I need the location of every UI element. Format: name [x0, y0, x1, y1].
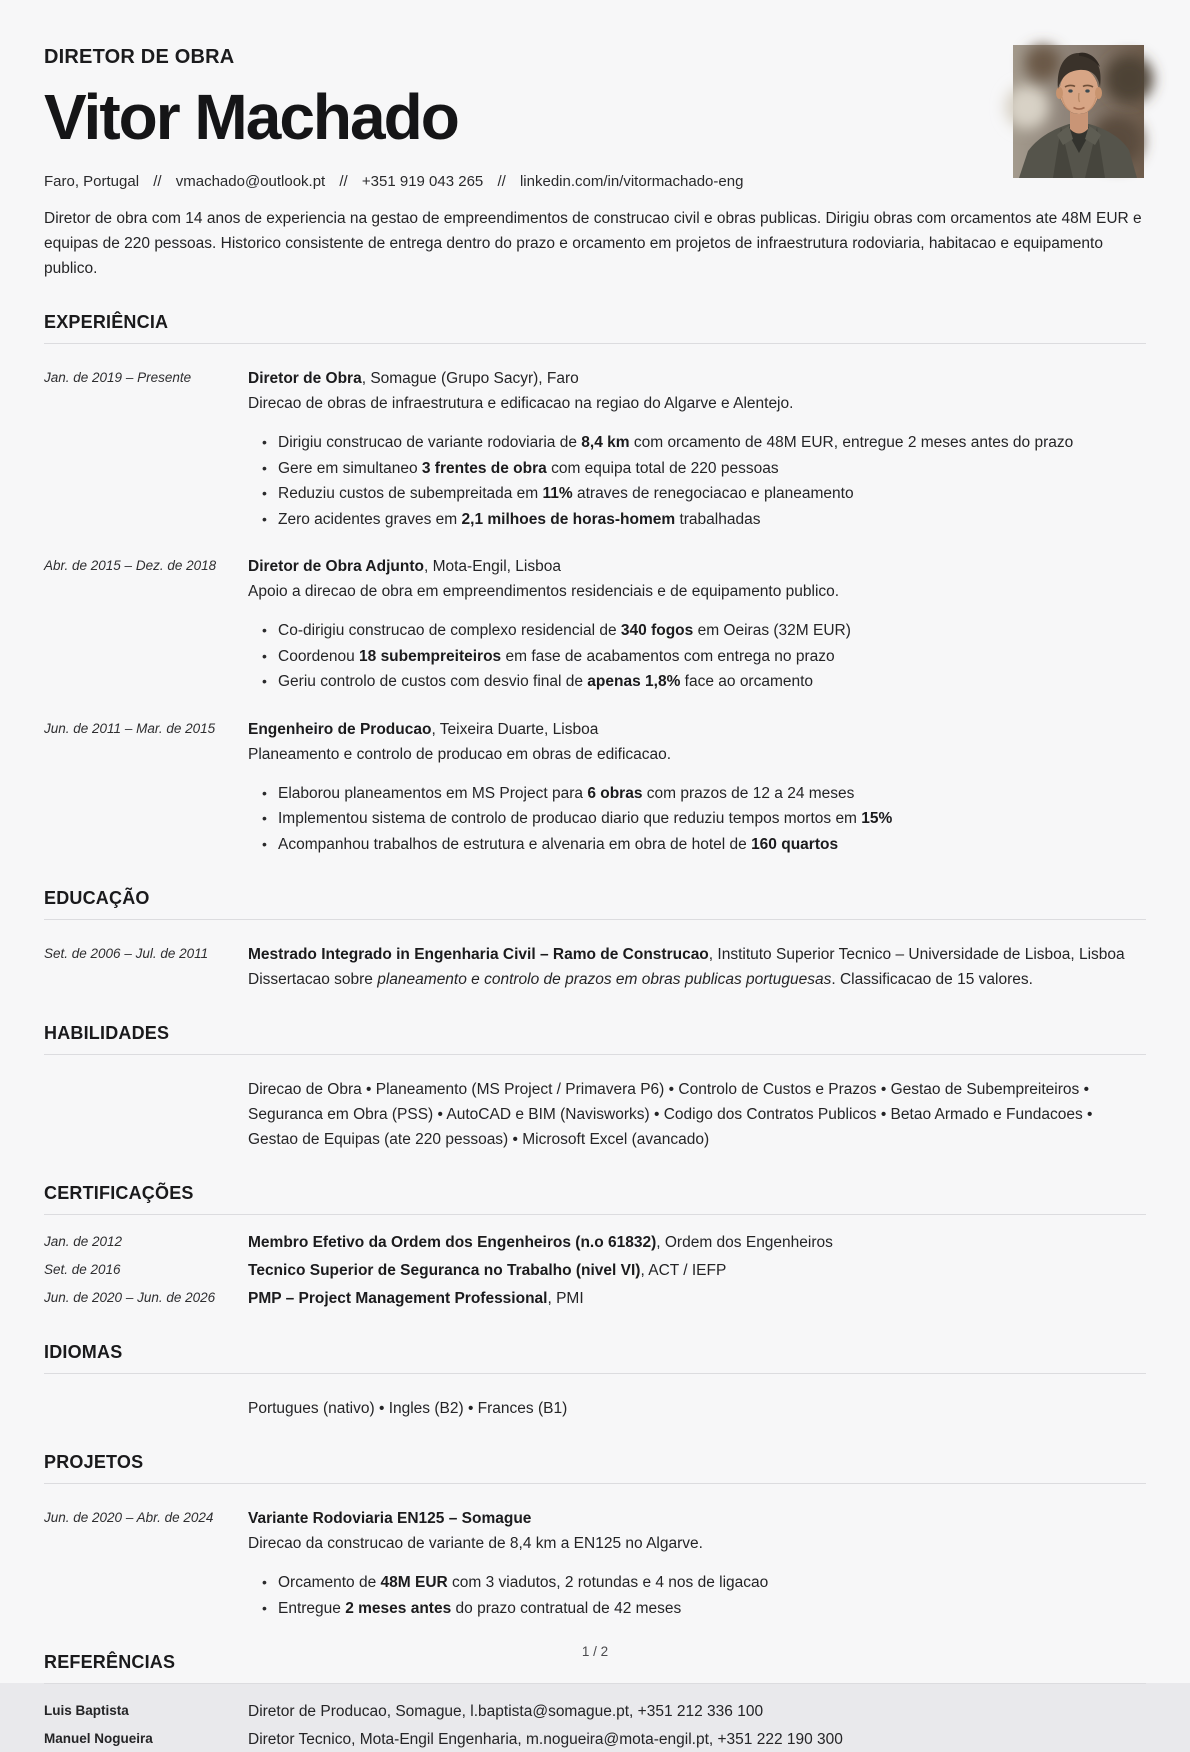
- role-label: DIRETOR DE OBRA: [44, 46, 235, 68]
- project-subtitle: Direcao da construcao de variante de 8,4 km a EN125 no Algarve.: [248, 1535, 703, 1552]
- languages-entry: [44, 1396, 1146, 1421]
- certification-issuer: , Ordem dos Engenheiros: [656, 1234, 833, 1251]
- skills-entry: [44, 1077, 1146, 1152]
- section-title-certifications: CERTIFICAÇÕES: [44, 1183, 194, 1203]
- certification-name: PMP – Project Management Professional: [248, 1290, 548, 1307]
- bullet-item: • Co-dirigiu construcao de complexo residencial de 340 fogos em Oeiras (32M EUR): [262, 618, 1146, 644]
- reference-name: Manuel Nogueira: [44, 1731, 153, 1746]
- contact-email[interactable]: vmachado@outlook.pt: [175, 173, 326, 190]
- section-divider: [44, 1483, 1146, 1484]
- section-title-languages: IDIOMAS: [44, 1342, 123, 1362]
- entry-company: , Teixeira Duarte, Lisboa: [431, 720, 599, 738]
- reference-entry: [44, 1699, 1146, 1724]
- page-indicator: 1 / 2: [581, 1644, 609, 1659]
- empty-label-cell: [44, 1077, 248, 1152]
- section-languages: [44, 1342, 1146, 1421]
- profile-summary: Diretor de obra com 14 anos de experiencia na gestao de empreendimentos de construcao civil e obras publicas. Dirigiu obras com orcamentos ate 48M EUR e equipas de 220 pessoas. Historico consistente de entrega dentro do prazo e orcamento em projetos de infraestrutura rodoviaria, habitacao e equipamento publico.: [44, 210, 1142, 277]
- contact-line: [44, 173, 1146, 190]
- certification-title: [248, 1230, 1146, 1255]
- entry-bullets: [248, 618, 1146, 695]
- bullet-item: • Geriu controlo de custos com desvio final de apenas 1,8% face ao orcamento: [262, 669, 1146, 695]
- entry-title: [248, 717, 1146, 742]
- section-divider: [44, 919, 1146, 920]
- section-projects: [44, 1452, 1146, 1621]
- bullet-item: • Dirigiu construcao de variante rodoviaria de 8,4 km com orcamento de 48M EUR, entregue 2 meses antes do prazo: [262, 430, 1146, 456]
- certification-title: [248, 1286, 1146, 1311]
- entry-date: Abr. de 2015 – Dez. de 2018: [44, 558, 217, 573]
- contact-phone: +351 919 043 265: [361, 173, 484, 190]
- certification-name: Tecnico Superior de Seguranca no Trabalho (nivel VI): [248, 1262, 641, 1279]
- bullet-item: • Orcamento de 48M EUR com 3 viadutos, 2 rotundas e 4 nos de ligacao: [262, 1570, 1146, 1596]
- entry-title: [248, 366, 1146, 391]
- certification-name: Membro Efetivo da Ordem dos Engenheiros (n.o 61832): [248, 1234, 657, 1251]
- section-experience: [44, 312, 1146, 857]
- section-title-experience: EXPERIÊNCIA: [44, 312, 169, 332]
- section-divider: [44, 1683, 1146, 1684]
- bullet-item: • Entregue 2 meses antes do prazo contratual de 42 meses: [262, 1596, 1146, 1622]
- section-certifications: [44, 1183, 1146, 1311]
- bullet-item: • Implementou sistema de controlo de producao diario que reduziu tempos mortos em 15%: [262, 806, 1146, 832]
- section-references: [44, 1652, 1146, 1752]
- person-name: Vitor Machado: [44, 81, 458, 153]
- certification-entry: [44, 1230, 1146, 1255]
- entry-date: Jun. de 2020 – Abr. de 2024: [44, 1510, 214, 1525]
- project-entry: [44, 1506, 1146, 1621]
- entry-date: Jan. de 2019 – Presente: [44, 370, 192, 385]
- section-divider: [44, 1054, 1146, 1055]
- entry-subtitle: Apoio a direcao de obra em empreendimentos residenciais e de equipamento publico.: [248, 583, 840, 600]
- section-title-references: REFERÊNCIAS: [44, 1652, 176, 1672]
- profile-photo-illustration: [1013, 45, 1144, 178]
- profile-photo: [1013, 45, 1144, 178]
- certification-issuer: , ACT / IEFP: [640, 1262, 727, 1279]
- degree-name: Mestrado Integrado in Engenharia Civil – Ramo de Construcao: [248, 946, 709, 963]
- education-entry: [44, 942, 1146, 992]
- reference-detail: Diretor Tecnico, Mota-Engil Engenharia, m.nogueira@mota-engil.pt, +351 222 190 300: [248, 1731, 843, 1748]
- bullet-item: • Gere em simultaneo 3 frentes de obra com equipa total de 220 pessoas: [262, 456, 1146, 482]
- entry-date: Jun. de 2020 – Jun. de 2026: [44, 1290, 216, 1305]
- section-skills: [44, 1023, 1146, 1152]
- dissertation-note: Dissertacao sobre planeamento e controlo de prazos em obras publicas portuguesas. Classificacao de 15 valores.: [248, 971, 1033, 988]
- experience-entry: [44, 366, 1146, 532]
- bullet-item: • Zero acidentes graves em 2,1 milhoes de horas-homem trabalhadas: [262, 507, 1146, 533]
- entry-title: [248, 942, 1146, 967]
- entry-subtitle: Direcao de obras de infraestrutura e edificacao na regiao do Algarve e Alentejo.: [248, 395, 794, 412]
- empty-label-cell: [44, 1396, 248, 1421]
- experience-entry: [44, 717, 1146, 858]
- reference-detail: Diretor de Producao, Somague, l.baptista@somague.pt, +351 212 336 100: [248, 1703, 764, 1720]
- bullet-item: • Coordenou 18 subempreiteiros em fase de acabamentos com entrega no prazo: [262, 644, 1146, 670]
- contact-separator: //: [153, 173, 162, 190]
- entry-bullets: [248, 781, 1146, 858]
- reference-entry: [44, 1727, 1146, 1752]
- entry-company: , Mota-Engil, Lisboa: [423, 558, 561, 575]
- contact-location: Faro, Portugal: [44, 173, 140, 190]
- contact-separator: //: [339, 173, 348, 190]
- project-title: [248, 1506, 1146, 1531]
- institution-name: , Instituto Superior Tecnico – Universidade de Lisboa, Lisboa: [708, 946, 1125, 963]
- bullet-item: • Reduziu custos de subempreitada em 11% atraves de renegociacao e planeamento: [262, 481, 1146, 507]
- section-divider: [44, 343, 1146, 344]
- section-divider: [44, 1214, 1146, 1215]
- section-title-skills: HABILIDADES: [44, 1023, 170, 1043]
- bullet-item: • Elaborou planeamentos em MS Project para 6 obras com prazos de 12 a 24 meses: [262, 781, 1146, 807]
- certification-issuer: , PMI: [547, 1290, 584, 1307]
- section-title-education: EDUCAÇÃO: [44, 888, 150, 908]
- entry-title: [248, 554, 1146, 579]
- bullet-item: • Acompanhou trabalhos de estrutura e alvenaria em obra de hotel de 160 quartos: [262, 832, 1146, 858]
- entry-subtitle: Planeamento e controlo de producao em obras de edificacao.: [248, 745, 672, 763]
- contact-separator: //: [497, 173, 506, 190]
- entry-role: Diretor de Obra Adjunto: [248, 558, 424, 575]
- certification-title: [248, 1258, 1146, 1283]
- entry-date: Jun. de 2011 – Mar. de 2015: [44, 720, 216, 736]
- entry-company: , Somague (Grupo Sacyr), Faro: [361, 370, 579, 387]
- entry-role: Engenheiro de Producao: [248, 720, 432, 738]
- entry-date: Set. de 2016: [44, 1262, 121, 1277]
- section-education: [44, 888, 1146, 992]
- certification-entry: [44, 1258, 1146, 1283]
- contact-linkedin[interactable]: linkedin.com/in/vitormachado-eng: [519, 173, 744, 190]
- entry-date: Set. de 2006 – Jul. de 2011: [44, 946, 209, 961]
- entry-bullets: [248, 1570, 1146, 1621]
- entry-role: Diretor de Obra: [248, 370, 362, 387]
- section-divider: [44, 1373, 1146, 1374]
- experience-entry: [44, 554, 1146, 695]
- project-name: Variante Rodoviaria EN125 – Somague: [248, 1510, 532, 1527]
- reference-name: Luis Baptista: [44, 1703, 129, 1718]
- certification-entry: [44, 1286, 1146, 1311]
- section-title-projects: PROJETOS: [44, 1452, 144, 1472]
- languages-list: Portugues (nativo) • Ingles (B2) • Frances (B1): [248, 1400, 568, 1417]
- entry-date: Jan. de 2012: [44, 1234, 123, 1249]
- skills-list: Direcao de Obra • Planeamento (MS Project / Primavera P6) • Controlo de Custos e Prazos • Gestao de Subempreiteiros • Seguranca em Obra (PSS) • AutoCAD e BIM (Navisworks) • Codigo dos Contratos Publicos • Betao Armado e Fundacoes • Gestao de Equipas (ate 220 pessoas) • Microsoft Excel (avancado): [248, 1081, 1093, 1148]
- entry-bullets: [248, 430, 1146, 532]
- resume-header: [44, 46, 1146, 281]
